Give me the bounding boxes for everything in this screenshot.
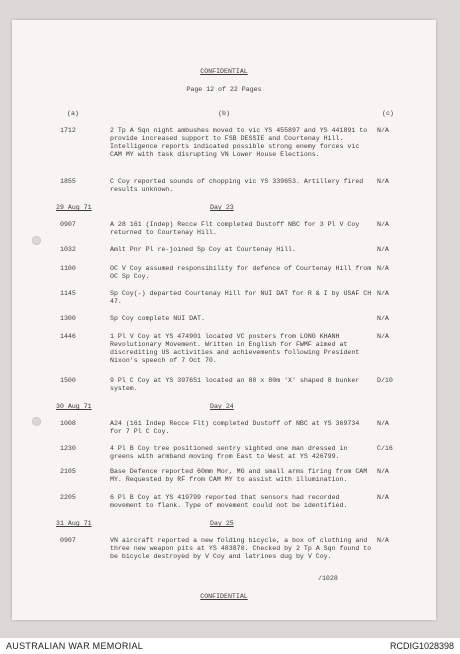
entry-ref: D/10 <box>377 377 393 384</box>
entry-text: 2 Tp A Sqn night ambushes moved to vic YS 455897 and YS 441891 to provide increased support to FSB DESSIE and Courtenay Hill. Intelligence reports indicated possible strong enemy forces vic CAM MY with task disrupting VN Lower House Elections. <box>110 127 368 158</box>
entry-time: 1100 <box>60 265 76 272</box>
entry-time: 1855 <box>60 178 76 185</box>
date-heading: 31 Aug 71 <box>56 520 92 527</box>
entry-text: A24 (161 Indep Recce Flt) completed Dustoff of NBC at YS 369734 for 7 Pl C Coy. <box>110 420 360 435</box>
date-heading: 29 Aug 71 <box>56 204 92 211</box>
entry-time: 0907 <box>60 537 76 544</box>
entry-text: 1 Pl V Coy at YS 474901 located VC posters from LONG KHANH Revolutionary Movement. Written in English for FWMF aimed at discrediting US activities and achievements following President Nixon's speech of 7 Oct 70. <box>110 333 360 364</box>
entry-time: 1032 <box>60 246 76 253</box>
continuation-marker: /1028 <box>318 575 338 582</box>
column-c-header: (c) <box>382 110 394 117</box>
entry-ref: N/A <box>377 315 389 322</box>
entry-ref: N/A <box>377 178 389 185</box>
entry-time: 1300 <box>60 315 76 322</box>
entry-ref: N/A <box>377 333 389 340</box>
entry-time: 2205 <box>60 494 76 501</box>
entry-time: 1500 <box>60 377 76 384</box>
classification-bottom: CONFIDENTIAL <box>200 593 248 600</box>
entry-ref: N/A <box>377 246 389 253</box>
entry-ref: C/16 <box>377 445 393 452</box>
entry-text: Amlt Pnr Pl re-joined Sp Coy at Courtenay Hill. <box>110 246 296 253</box>
archive-name: AUSTRALIAN WAR MEMORIAL <box>6 641 144 651</box>
entry-time: 0907 <box>60 221 76 228</box>
classification-top: CONFIDENTIAL <box>200 68 248 75</box>
entry-ref: N/A <box>377 265 389 272</box>
entry-ref: N/A <box>377 537 389 544</box>
date-heading: 30 Aug 71 <box>56 403 92 410</box>
entry-text: VN aircraft reported a new folding bicycle, a box of clothing and three new weapon pits at YS 483870. Checked by 2 Tp A Sqn found to be bicycle destroyed by V Coy and latrines dug by V Coy. <box>110 537 372 560</box>
archive-reference: RCDIG1028398 <box>389 641 454 651</box>
entry-text: 6 Pl B Coy at YS 419799 reported that sensors had recorded movement to flank. Type of movement could not be identified. <box>110 494 348 509</box>
day-heading: Day 23 <box>210 204 234 211</box>
entry-time: 1008 <box>60 420 76 427</box>
entry-text: A 28 161 (Indep) Recce Flt completed Dustoff NBC for 3 Pl V Coy returned to Courtenay Hill. <box>110 221 360 236</box>
entry-ref: N/A <box>377 127 389 134</box>
day-heading: Day 24 <box>210 403 234 410</box>
entry-ref: N/A <box>377 494 389 501</box>
page-label: Page 12 of 22 Pages <box>186 86 262 93</box>
entry-time: 1230 <box>60 445 76 452</box>
entry-text: 4 Pl B Coy tree positioned sentry sighted one man dressed in greens with armband moving from East to West at YS 426799. <box>110 445 348 460</box>
entry-time: 1446 <box>60 333 76 340</box>
entry-text: OC V Coy assumed responsibility for defence of Courtenay Hill from OC Sp Coy. <box>110 265 372 280</box>
entry-text: Base Defence reported 60mm Mor, MG and small arms firing from CAM MY. Requested by RF from CAM MY to assist with illumination. <box>110 468 368 483</box>
entry-time: 1145 <box>60 290 76 297</box>
entry-ref: N/A <box>377 290 389 297</box>
entry-text: 9 Pl C Coy at YS 397651 located an 80 x 80m 'X' shaped 8 bunker system. <box>110 377 360 392</box>
punch-hole <box>32 417 41 426</box>
entry-text: Sp Coy complete NUI DAT. <box>110 315 205 322</box>
entry-ref: N/A <box>377 420 389 427</box>
entry-text: Sp Coy(-) departed Courtenay Hill for NUI DAT for R & I by USAF CH 47. <box>110 290 372 305</box>
entry-ref: N/A <box>377 221 389 228</box>
entry-ref: N/A <box>377 468 389 475</box>
document-page <box>12 20 436 620</box>
entry-text: C Coy reported sounds of chopping vic YS 339653. Artillery fired results unknown. <box>110 178 364 193</box>
archive-footer <box>0 638 460 654</box>
day-heading: Day 25 <box>210 520 234 527</box>
entry-time: 2105 <box>60 468 76 475</box>
column-a-header: (a) <box>67 110 79 117</box>
entry-time: 1712 <box>60 127 76 134</box>
punch-hole <box>32 236 41 245</box>
column-b-header: (b) <box>218 110 230 117</box>
